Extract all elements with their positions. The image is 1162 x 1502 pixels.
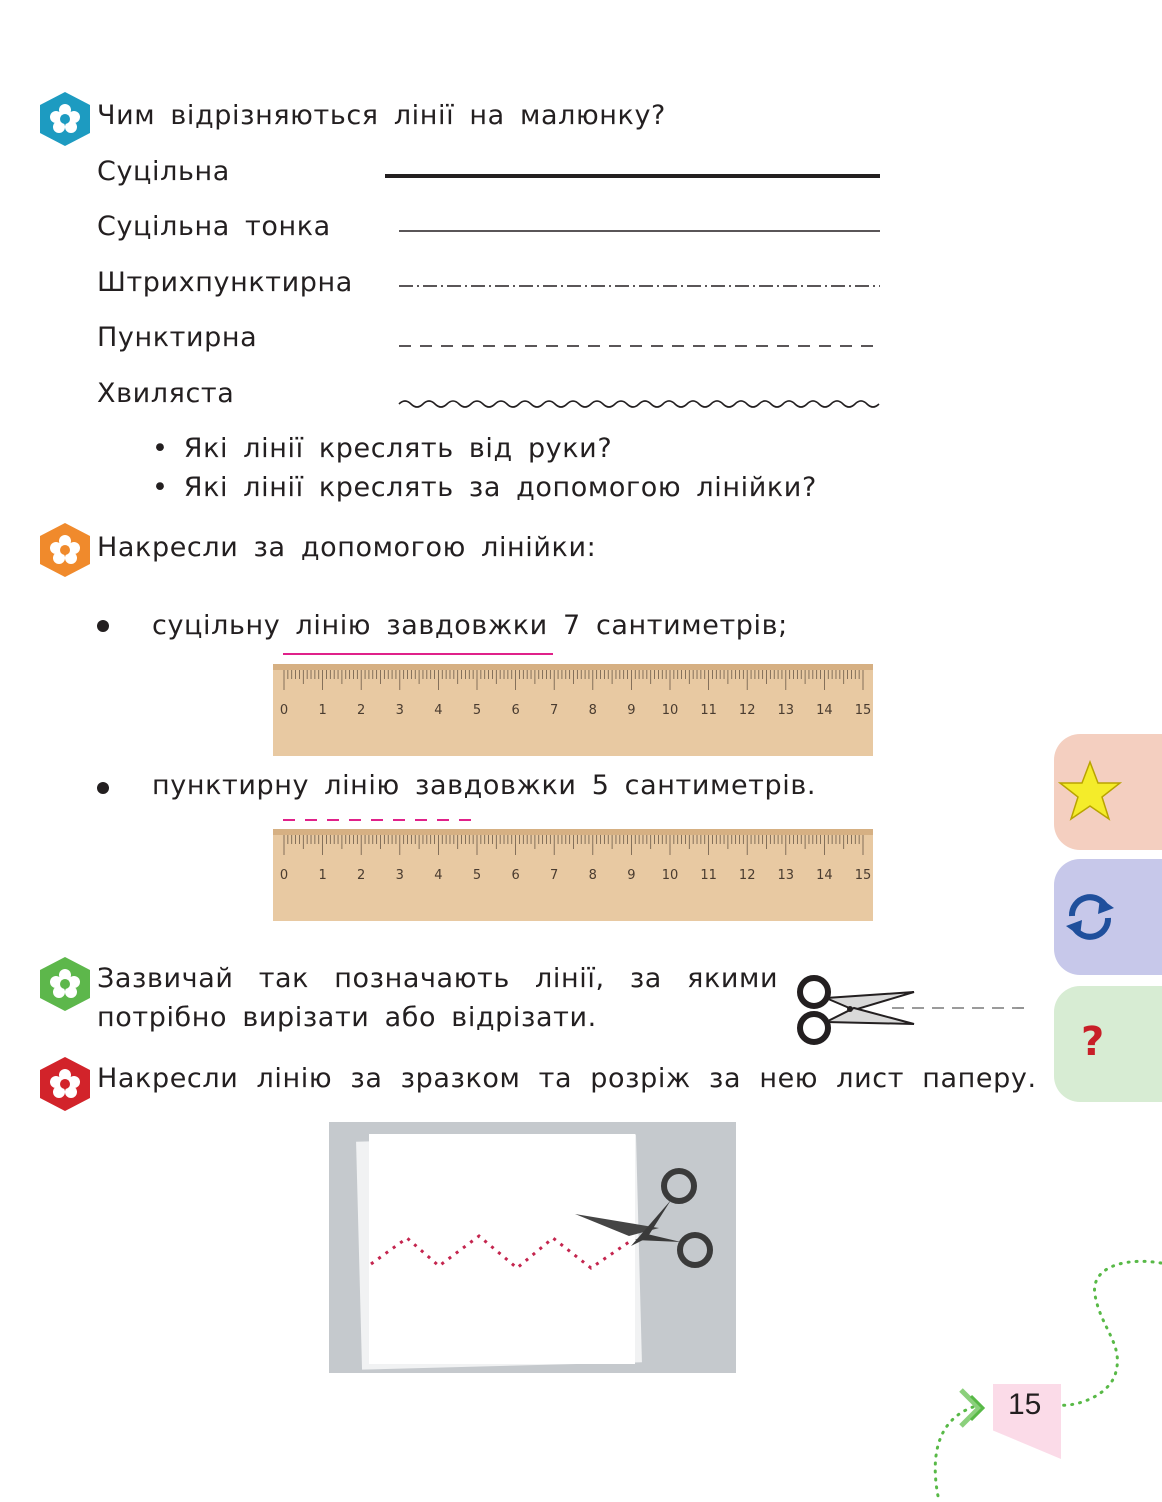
line-label-wavy: Хвиляста bbox=[97, 378, 235, 409]
ruler-tick-label: 15 bbox=[854, 868, 872, 883]
ruler-tick-label: 1 bbox=[318, 868, 327, 883]
ruler-tick-label: 8 bbox=[588, 703, 597, 718]
ruler-tick-label: 7 bbox=[550, 868, 559, 883]
ruler-tick-label: 3 bbox=[395, 868, 404, 883]
ruler-tick-label: 8 bbox=[588, 868, 597, 883]
line-label-dash-dot: Штрихпунктирна bbox=[97, 267, 353, 298]
ruler-tick-label: 12 bbox=[738, 703, 756, 718]
decorative-dotted-path bbox=[925, 1255, 1162, 1502]
paper-cutting-photo bbox=[329, 1122, 736, 1373]
thin-line-sample bbox=[385, 221, 880, 241]
ruler-tick-label: 12 bbox=[738, 868, 756, 883]
exercise-badge-orange bbox=[38, 521, 92, 579]
line-label-solid: Суцільна bbox=[97, 156, 230, 187]
ruler-tick-label: 11 bbox=[700, 703, 717, 718]
star-icon bbox=[1058, 760, 1122, 822]
bullet-dot bbox=[97, 782, 109, 794]
exercise-4-instruction: Накресли лінію за зразком та розріж за нею лист паперу. bbox=[97, 1063, 1037, 1094]
ruler-tick-label: 7 bbox=[550, 703, 559, 718]
task-dashed-line: пунктирну лінію завдовжки 5 сантиметрів. bbox=[152, 770, 817, 801]
solid-line-sample bbox=[385, 166, 880, 186]
ruler-tick-label: 4 bbox=[434, 868, 443, 883]
ruler-tick-label: 9 bbox=[627, 868, 636, 883]
exercise-2-instruction: Накресли за допомогою лінійки: bbox=[97, 532, 597, 563]
sample-dashed-magenta-line bbox=[283, 815, 483, 825]
sample-solid-magenta-line bbox=[283, 649, 553, 659]
ruler-tick-label: 5 bbox=[472, 868, 482, 883]
ruler-tick-label: 2 bbox=[357, 868, 366, 883]
ruler-tick-label: 9 bbox=[627, 703, 636, 718]
line-label-solid-thin: Суцільна тонка bbox=[97, 211, 331, 242]
ruler-2 bbox=[273, 829, 873, 921]
exercise-3-text-line2: потрібно вирізати або відрізати. bbox=[97, 1002, 597, 1033]
side-tab-help[interactable] bbox=[1054, 986, 1162, 1102]
ruler-tick-label: 15 bbox=[854, 703, 872, 718]
exercise-1-question: Чим відрізняються лінії на малюнку? bbox=[97, 100, 666, 131]
ruler-tick-label: 3 bbox=[395, 703, 404, 718]
ruler-1 bbox=[273, 664, 873, 756]
ruler-tick-label: 6 bbox=[511, 868, 520, 883]
ruler-tick-label: 5 bbox=[472, 703, 482, 718]
exercise-badge-blue bbox=[38, 90, 92, 148]
ruler-tick-label: 2 bbox=[357, 703, 366, 718]
ruler-edge bbox=[273, 664, 873, 670]
chevron-right-icon bbox=[957, 1386, 993, 1430]
dashed-line-sample bbox=[385, 336, 880, 356]
ruler-tick-label: 13 bbox=[777, 703, 795, 718]
bullet-question-ruler: • Які лінії креслять за допомогою лінійки? bbox=[152, 472, 817, 503]
wavy-line-sample bbox=[385, 392, 880, 412]
ruler-tick-label: 4 bbox=[434, 703, 443, 718]
task-solid-line: суцільну лінію завдовжки 7 сантиметрів; bbox=[152, 610, 788, 641]
ruler-tick-label: 11 bbox=[700, 868, 717, 883]
exercise-badge-red bbox=[38, 1055, 92, 1113]
ruler-edge bbox=[273, 829, 873, 835]
bullet-dot bbox=[97, 620, 109, 632]
side-tab-repeat[interactable] bbox=[1054, 859, 1162, 975]
ruler-tick-label: 1 bbox=[318, 703, 327, 718]
ruler-tick-label: 13 bbox=[777, 868, 795, 883]
scissors-cut-line-icon bbox=[794, 970, 1030, 1050]
exercise-badge-green bbox=[38, 955, 92, 1013]
ruler-tick-label: 10 bbox=[661, 868, 679, 883]
question-icon: ? bbox=[1081, 1019, 1105, 1065]
ruler-tick-label: 0 bbox=[279, 703, 289, 718]
page-number: 15 bbox=[1008, 1388, 1042, 1421]
side-tab-star[interactable] bbox=[1054, 734, 1162, 850]
refresh-icon bbox=[1062, 890, 1118, 944]
ruler-tick-label: 10 bbox=[661, 703, 679, 718]
ruler-tick-label: 14 bbox=[816, 703, 833, 718]
line-label-dashed: Пунктирна bbox=[97, 322, 258, 353]
bullet-question-freehand: • Які лінії креслять від руки? bbox=[152, 433, 613, 464]
ruler-tick-label: 0 bbox=[279, 868, 289, 883]
exercise-3-text-line1: Зазвичай так позначають лінії, за якими bbox=[97, 963, 779, 994]
dash-dot-line-sample bbox=[385, 276, 880, 296]
ruler-tick-label: 6 bbox=[511, 703, 520, 718]
ruler-tick-label: 14 bbox=[816, 868, 833, 883]
